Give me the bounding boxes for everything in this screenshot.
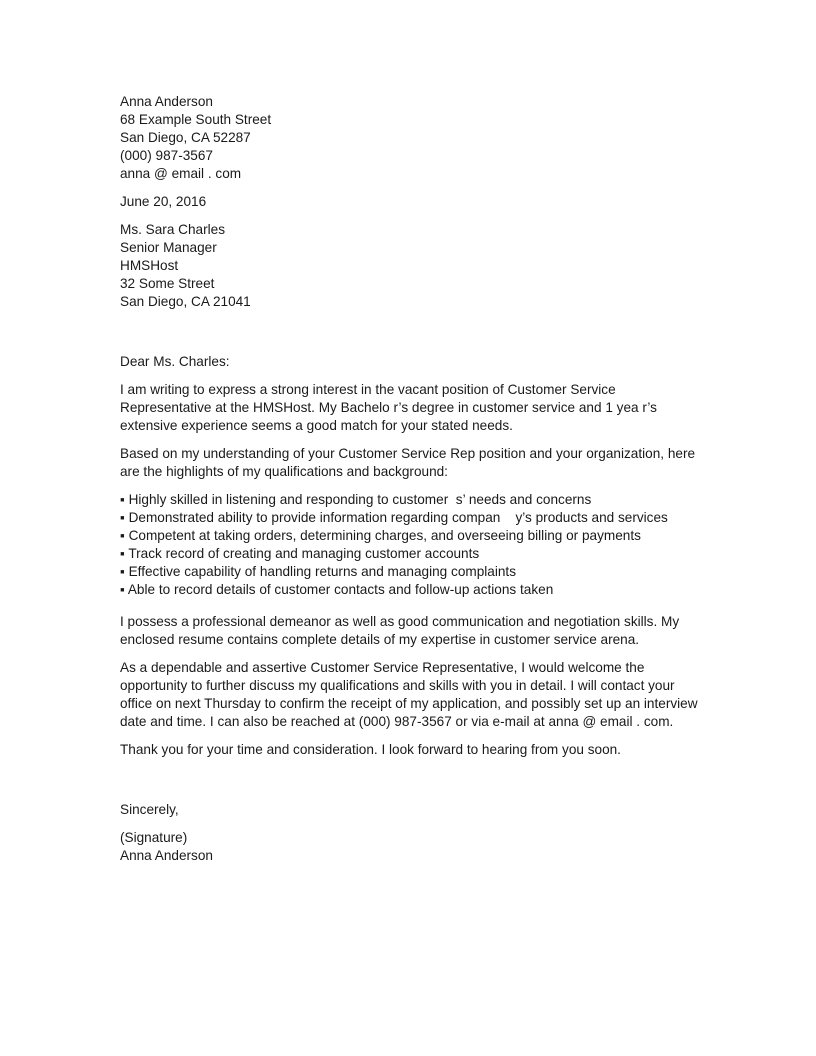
sender-address-block — [120, 93, 720, 183]
list-item: ▪ Competent at taking orders, determining charges, and overseeing billing or payments — [120, 528, 641, 543]
list-item: ▪ Track record of creating and managing customer accounts — [120, 546, 480, 561]
signature-block — [120, 829, 720, 865]
salutation: Dear Ms. Charles: — [120, 354, 230, 369]
sender-phone: (000) 987-3567 — [120, 148, 213, 163]
recipient-company: HMSHost — [120, 258, 179, 273]
list-item: ▪ Highly skilled in listening and responding to customer s’ needs and concerns — [120, 492, 592, 507]
salutation-block — [120, 353, 720, 371]
signature-placeholder: (Signature) — [120, 829, 188, 845]
recipient-title: Senior Manager — [120, 240, 217, 255]
list-item: ▪ Demonstrated ability to provide information regarding compan y’s products and services — [120, 510, 668, 525]
recipient-city: San Diego, CA 21041 — [120, 294, 251, 309]
sender-email: anna @ email . com — [120, 166, 242, 181]
qualifications-list — [120, 491, 720, 599]
demeanor-paragraph: I possess a professional demeanor as well as good communication and negotiation skills. My enclosed resume contains complete details of my expertise in customer service arena. — [120, 613, 680, 647]
thanks-paragraph: Thank you for your time and consideration. I look forward to hearing from you soon. — [120, 741, 621, 757]
recipient-name: Ms. Sara Charles — [120, 222, 226, 237]
list-item: ▪ Able to record details of customer contacts and follow-up actions taken — [120, 582, 554, 597]
closing-block — [120, 801, 720, 819]
cover-letter-page — [120, 93, 720, 865]
sender-street: 68 Example South Street — [120, 112, 272, 127]
sender-name: Anna Anderson — [120, 94, 213, 109]
followup-paragraph: As a dependable and assertive Customer Service Representative, I would welcome the opportunity to further discuss my qualifications and skills with you in detail. I will contact your office on next Thursday to confirm the receipt of my application, and possibly set up an interview date and time. I can also be reached at (000) 987-3567 or via e-mail at anna @ email . com. — [120, 659, 698, 729]
signer-name: Anna Anderson — [120, 847, 213, 863]
highlights-intro-paragraph: Based on my understanding of your Customer Service Rep position and your organization, here are the highlights of my qualifications and background: — [120, 446, 696, 479]
recipient-street: 32 Some Street — [120, 276, 215, 291]
letter-date-block — [120, 193, 720, 211]
letter-date: June 20, 2016 — [120, 194, 207, 209]
intro-paragraph: I am writing to express a strong interest in the vacant position of Customer Service Representative at the HMSHost. My Bachelo r’s degree in customer service and 1 yea r’s extensive experience seems a good match for your stated needs. — [120, 382, 657, 433]
list-item: ▪ Effective capability of handling returns and managing complaints — [120, 564, 516, 579]
recipient-address-block — [120, 221, 720, 311]
sender-city: San Diego, CA 52287 — [120, 130, 251, 145]
closing: Sincerely, — [120, 801, 179, 817]
